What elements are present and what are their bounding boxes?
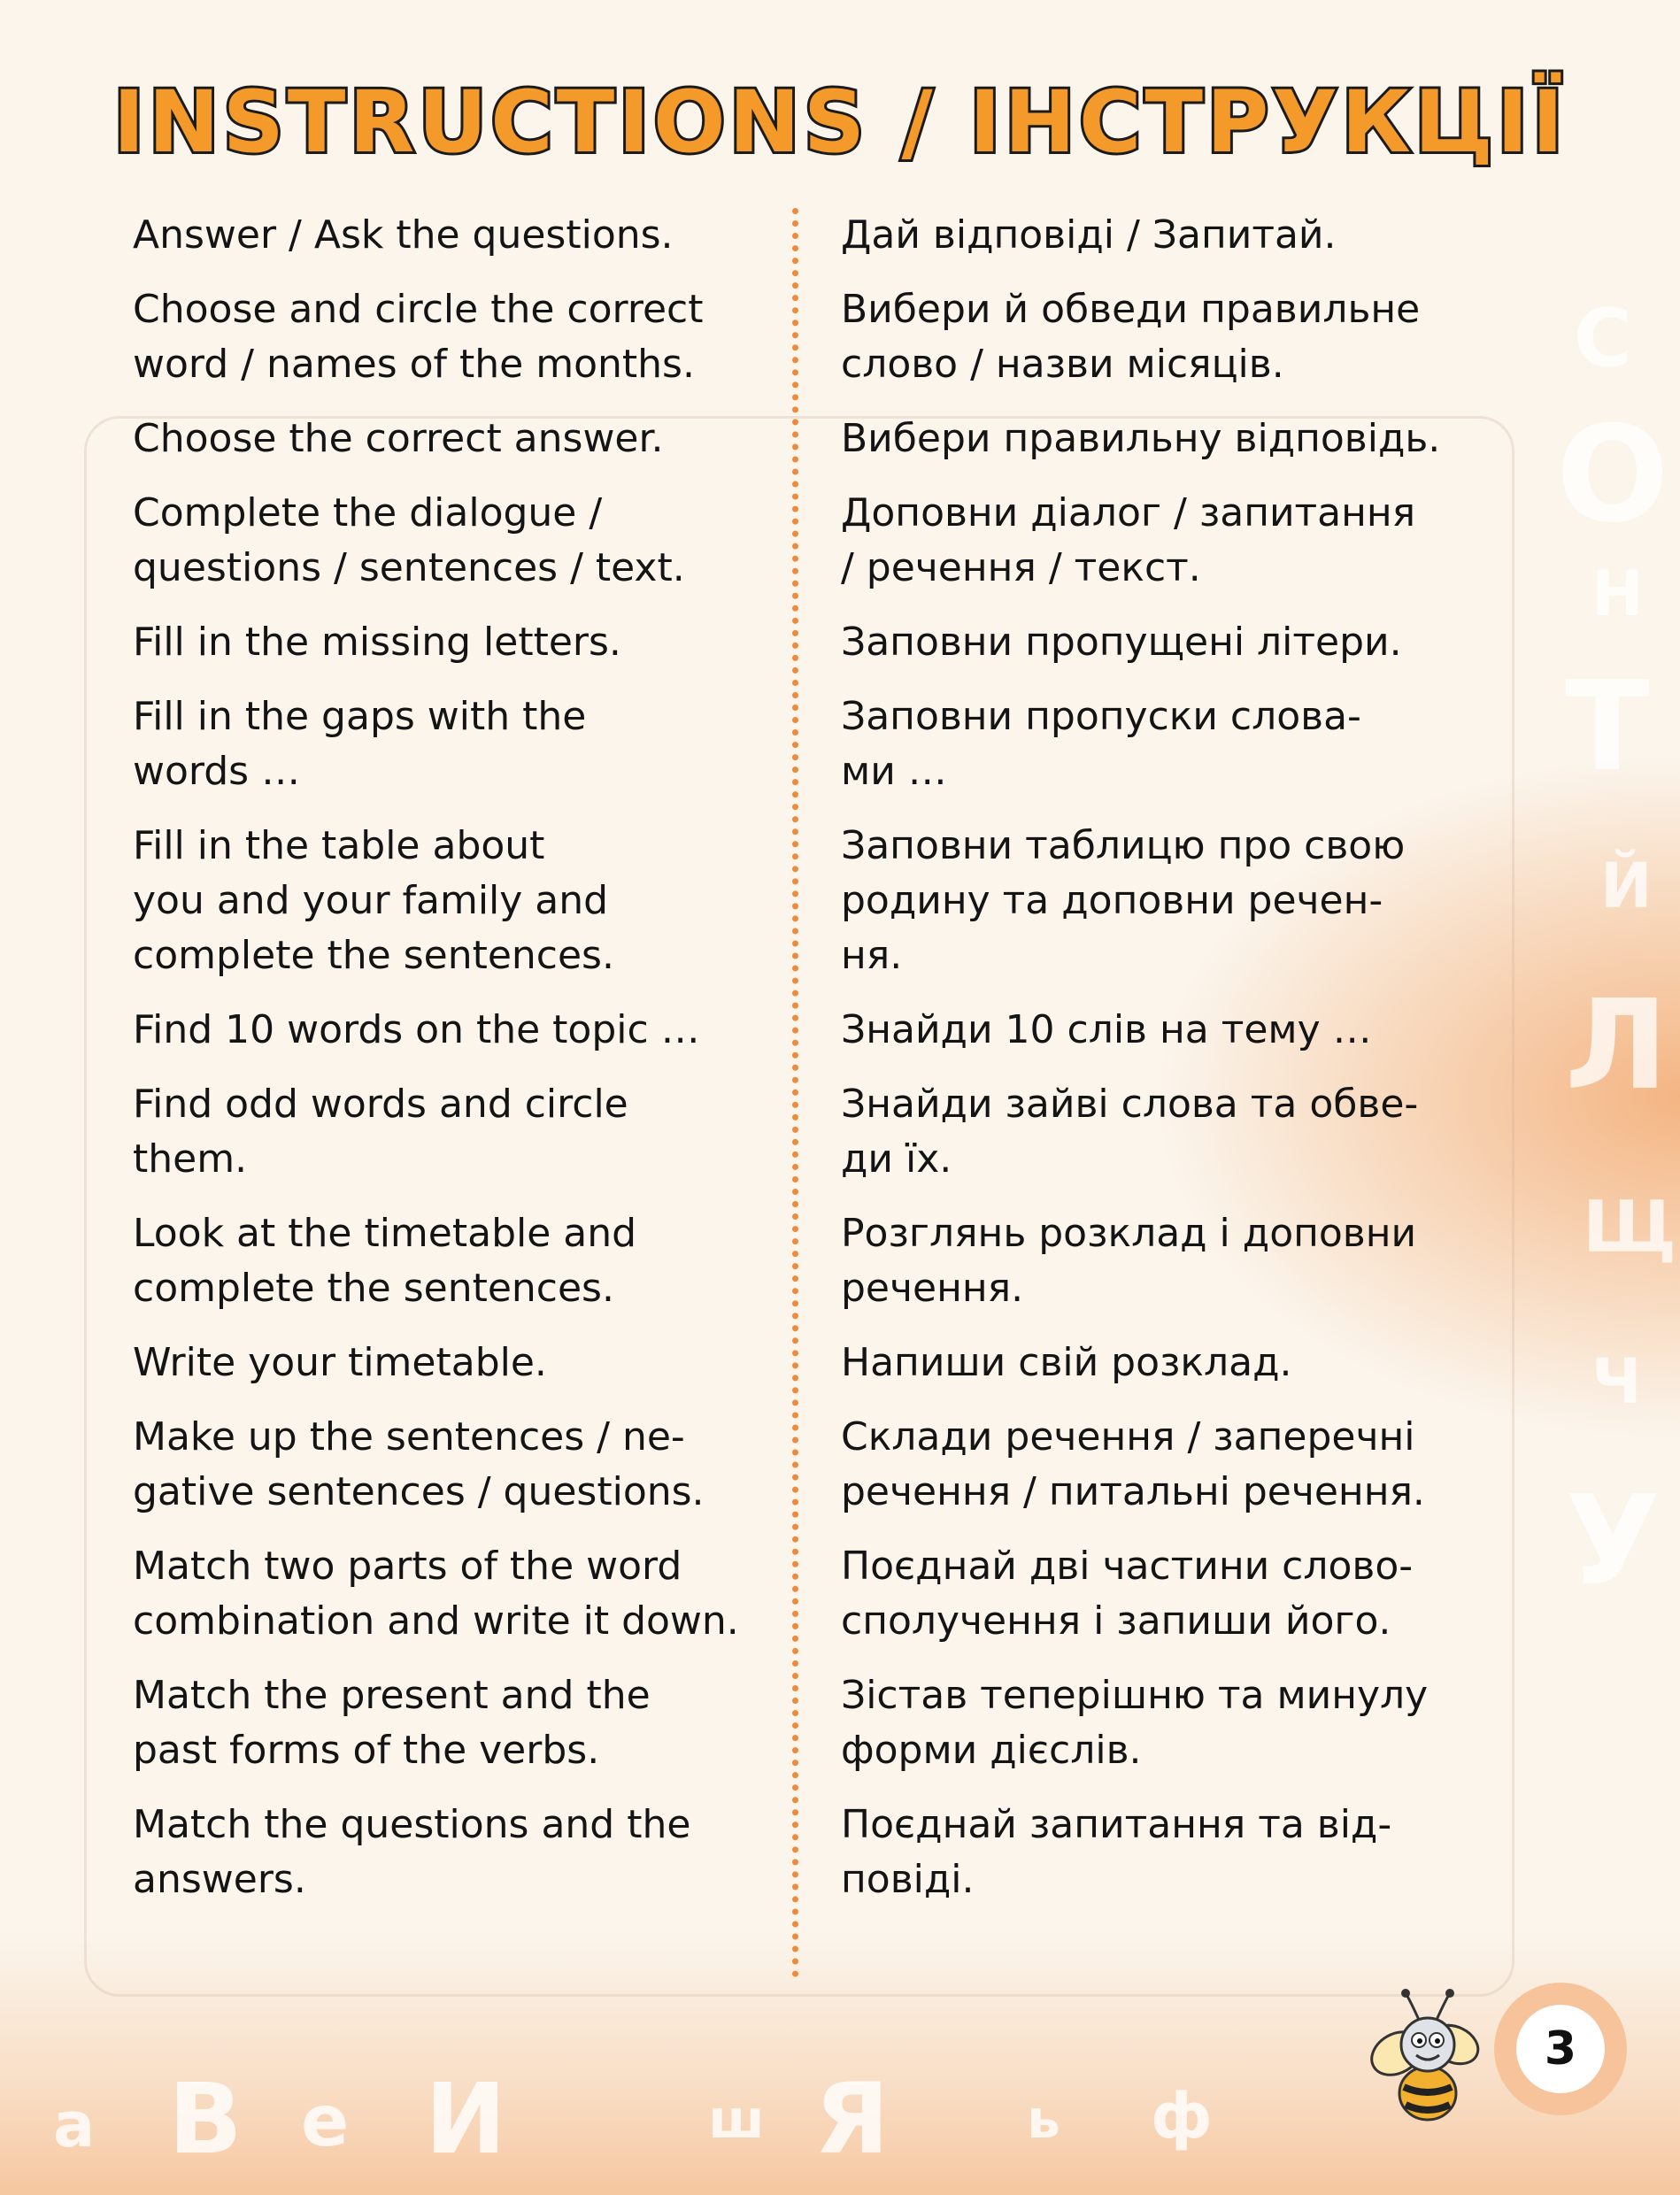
instruction-line: Знайди 10 слів на тему … xyxy=(841,1007,1372,1052)
decor-letter: У xyxy=(1565,1469,1661,1614)
page-number: 3 xyxy=(1516,2005,1605,2093)
instruction-english xyxy=(133,1798,797,1907)
instruction-line: Розглянь розклад і доповни xyxy=(841,1211,1417,1256)
instruction-english xyxy=(133,1077,797,1187)
instruction-line: words … xyxy=(133,749,301,794)
instruction-line: past forms of the verbs. xyxy=(133,1728,600,1773)
instruction-line: Choose and circle the correct xyxy=(133,287,704,332)
instruction-line: Заповни пропущені літери. xyxy=(841,620,1402,665)
instruction-line: повіді. xyxy=(841,1857,975,1902)
instruction-ukrainian xyxy=(797,486,1514,596)
instruction-english xyxy=(133,1003,797,1058)
instruction-ukrainian xyxy=(797,208,1514,263)
decor-letter: Й xyxy=(1600,850,1653,922)
instruction-row xyxy=(133,1077,1514,1187)
instruction-line: Знайди зайві слова та обве- xyxy=(841,1082,1419,1127)
instruction-line: Find 10 words on the topic … xyxy=(133,1007,700,1052)
instruction-line: / речення / текст. xyxy=(841,545,1201,590)
instruction-row xyxy=(133,1003,1514,1058)
instruction-line: gative sentences / questions. xyxy=(133,1469,705,1514)
instruction-line: слово / назви місяців. xyxy=(841,342,1284,387)
title-english: INSTRUCTIONS xyxy=(112,73,869,172)
instruction-line: Look at the timetable and xyxy=(133,1211,637,1256)
instruction-ukrainian xyxy=(797,412,1514,466)
decor-letter: Ч xyxy=(1591,1345,1642,1418)
instruction-line: Дай відповіді / Запитай. xyxy=(841,212,1337,258)
instruction-row xyxy=(133,486,1514,596)
instruction-english xyxy=(133,689,797,799)
decor-letter: ш xyxy=(708,2089,765,2151)
instruction-row xyxy=(133,1410,1514,1520)
instruction-line: Поєднай дві частини слово- xyxy=(841,1544,1414,1589)
instruction-row xyxy=(133,1798,1514,1907)
instruction-ukrainian xyxy=(797,689,1514,799)
instruction-line: Choose the correct answer. xyxy=(133,416,664,461)
instruction-line: them. xyxy=(133,1136,248,1182)
instruction-line: questions / sentences / text. xyxy=(133,545,685,590)
instruction-english xyxy=(133,615,797,670)
instruction-line: Fill in the gaps with the xyxy=(133,694,587,739)
instruction-english xyxy=(133,1336,797,1390)
instruction-english xyxy=(133,1206,797,1316)
instruction-ukrainian xyxy=(797,1539,1514,1649)
instruction-ukrainian xyxy=(797,1336,1514,1390)
instruction-english xyxy=(133,819,797,983)
instruction-line: Match the questions and the xyxy=(133,1802,691,1847)
instruction-row xyxy=(133,819,1514,983)
instruction-ukrainian xyxy=(797,819,1514,983)
page-number-badge xyxy=(1494,1983,1627,2115)
decor-letter: О xyxy=(1556,398,1669,552)
decor-letter: С xyxy=(1574,292,1633,385)
instruction-line: речення / питальні речення. xyxy=(841,1469,1425,1514)
dotted-column-divider xyxy=(792,208,798,1978)
instruction-ukrainian xyxy=(797,1206,1514,1316)
decor-letter: В xyxy=(168,2062,243,2176)
instruction-line: word / names of the months. xyxy=(133,342,695,387)
instruction-line: Answer / Ask the questions. xyxy=(133,212,674,258)
instruction-english xyxy=(133,282,797,392)
instruction-line: родину та доповни речен- xyxy=(841,878,1383,923)
instruction-line: Заповни пропуски слова- xyxy=(841,694,1361,739)
instruction-english xyxy=(133,208,797,263)
instruction-english xyxy=(133,1668,797,1778)
instruction-line: Match two parts of the word xyxy=(133,1544,682,1589)
decor-letter: Я xyxy=(814,2062,890,2176)
instruction-line: Заповни таблицю про свою xyxy=(841,823,1406,868)
decor-letter: е xyxy=(301,2080,350,2162)
instruction-ukrainian xyxy=(797,615,1514,670)
instruction-line: you and your family and xyxy=(133,878,609,923)
instruction-line: Write your timetable. xyxy=(133,1340,547,1385)
title-ukrainian: ІНСТРУКЦІЇ xyxy=(968,73,1568,172)
instruction-ukrainian xyxy=(797,1410,1514,1520)
title-separator: / xyxy=(901,73,936,172)
decor-letter: ь xyxy=(1027,2089,1060,2151)
instruction-line: сполучення і запиши його. xyxy=(841,1598,1391,1644)
bottom-decorative-letters xyxy=(35,2062,1213,2176)
instruction-line: Fill in the table about xyxy=(133,823,545,868)
instruction-row xyxy=(133,1206,1514,1316)
instruction-english xyxy=(133,1410,797,1520)
instruction-line: Напиши свій розклад. xyxy=(841,1340,1292,1385)
instruction-rows xyxy=(133,208,1514,1907)
instruction-line: Доповни діалог / запитання xyxy=(841,490,1416,535)
instruction-line: Вибери правильну відповідь. xyxy=(841,416,1441,461)
decor-letter: Щ xyxy=(1583,1186,1677,1268)
instruction-ukrainian xyxy=(797,1003,1514,1058)
decor-letter: Н xyxy=(1591,558,1644,630)
instruction-line: complete the sentences. xyxy=(133,933,614,978)
instruction-line: complete the sentences. xyxy=(133,1266,614,1311)
instruction-ukrainian xyxy=(797,1668,1514,1778)
decor-letter: Л xyxy=(1565,974,1668,1118)
instruction-ukrainian xyxy=(797,1077,1514,1187)
instruction-line: речення. xyxy=(841,1266,1024,1311)
instruction-row xyxy=(133,1539,1514,1649)
instruction-row xyxy=(133,412,1514,466)
instruction-row xyxy=(133,615,1514,670)
instruction-line: Find odd words and circle xyxy=(133,1082,628,1127)
instruction-row xyxy=(133,208,1514,263)
instruction-line: ня. xyxy=(841,933,903,978)
bee-mascot-icon xyxy=(1361,1983,1494,2133)
instruction-ukrainian xyxy=(797,1798,1514,1907)
instruction-line: combination and write it down. xyxy=(133,1598,739,1644)
decor-letter: И xyxy=(425,2062,507,2176)
instruction-line: Fill in the missing letters. xyxy=(133,620,621,665)
instruction-line: Complete the dialogue / xyxy=(133,490,603,535)
instruction-line: Вибери й обведи правильне xyxy=(841,287,1421,332)
instruction-line: Зістав теперішню та минулу xyxy=(841,1673,1429,1718)
instruction-english xyxy=(133,1539,797,1649)
instruction-line: ми … xyxy=(841,749,947,794)
instruction-row xyxy=(133,1336,1514,1390)
instructions-table xyxy=(133,208,1514,1927)
instruction-row xyxy=(133,282,1514,392)
instruction-line: ди їх. xyxy=(841,1136,952,1182)
instruction-row xyxy=(133,1668,1514,1778)
instruction-line: форми дієслів. xyxy=(841,1728,1142,1773)
page-title xyxy=(0,73,1680,172)
decor-letter: ф xyxy=(1151,2080,1213,2153)
instruction-line: Match the present and the xyxy=(133,1673,651,1718)
side-decorative-letters xyxy=(1530,266,1677,1770)
instruction-ukrainian xyxy=(797,282,1514,392)
instruction-line: Make up the sentences / ne- xyxy=(133,1414,685,1459)
instruction-line: answers. xyxy=(133,1857,306,1902)
decor-letter: Т xyxy=(1565,655,1650,799)
instruction-line: Поєднай запитання та від- xyxy=(841,1802,1392,1847)
instruction-row xyxy=(133,689,1514,799)
instruction-english xyxy=(133,412,797,466)
instruction-english xyxy=(133,486,797,596)
decor-letter: а xyxy=(53,2089,96,2161)
instruction-line: Склади речення / заперечні xyxy=(841,1414,1415,1459)
